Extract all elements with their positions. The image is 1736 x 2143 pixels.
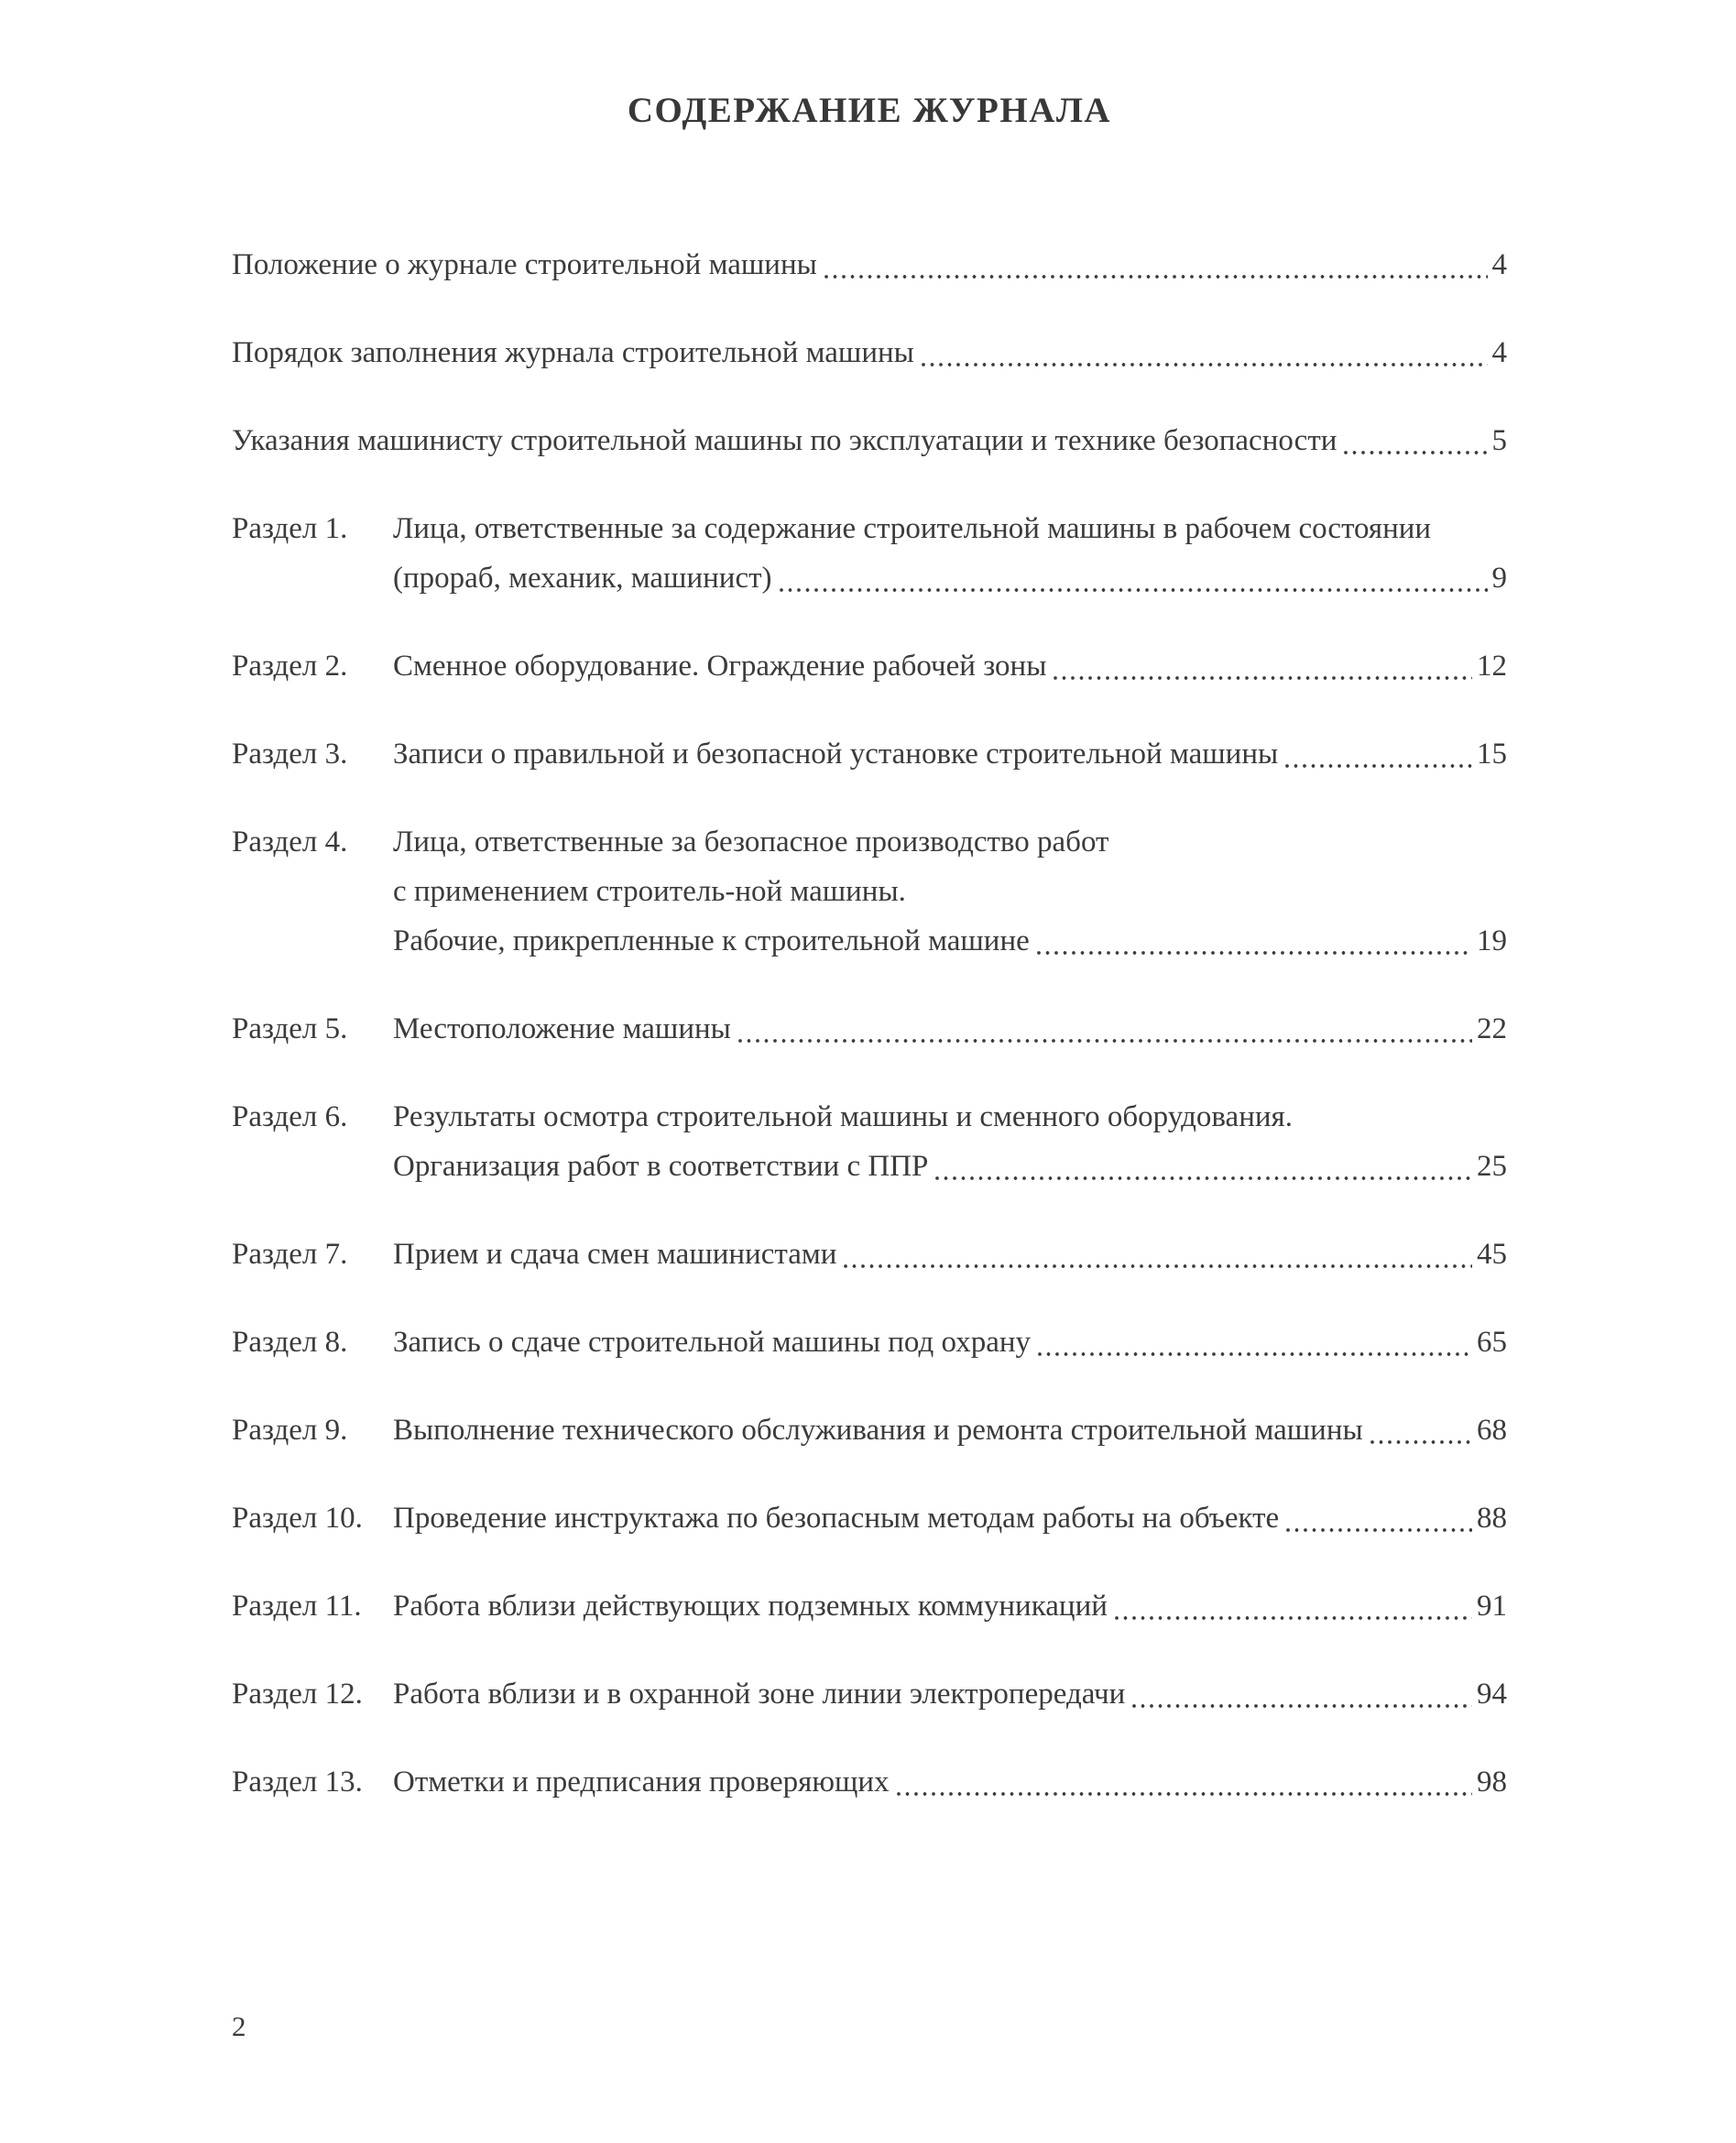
- toc-section-entry: [232, 1092, 1507, 1191]
- toc-entry-body: [393, 641, 1507, 691]
- toc-entry-text: Положение о журнале строительной машины: [232, 248, 817, 281]
- toc-entry-text: Работа вблизи и в охранной зоне линии электропередачи: [393, 1678, 1126, 1711]
- toc-entry-text: Лица, ответственные за безопасное производство работ: [393, 825, 1109, 858]
- toc-entry-line: [393, 916, 1507, 966]
- dot-leader: [1344, 416, 1489, 465]
- toc-entry-text: Рабочие, прикрепленные к строительной машине: [393, 924, 1030, 957]
- toc-entry-body: [393, 504, 1507, 603]
- toc-section-entry: [232, 729, 1507, 779]
- toc-entry-body: [393, 1092, 1507, 1191]
- toc-entry-line: [393, 1669, 1507, 1719]
- dot-leader: [1054, 641, 1474, 691]
- page-folio-number: 2: [232, 2010, 246, 2042]
- toc-entry-line: [232, 328, 1507, 377]
- dot-leader: [897, 1757, 1474, 1807]
- toc-entry-line: [393, 1142, 1507, 1191]
- toc-entry-text: Указания машинисту строительной машины по эксплуатации и технике безопасности: [232, 424, 1337, 457]
- toc-section-label: Раздел 3.: [232, 738, 348, 771]
- toc-entry-body: [393, 1581, 1507, 1631]
- toc-entry-line: [393, 1092, 1507, 1142]
- dot-leader: [738, 1004, 1474, 1054]
- toc-page-number: 91: [1477, 1590, 1507, 1623]
- toc-entry-body: [393, 1757, 1507, 1807]
- toc-section-entry: [232, 1318, 1507, 1367]
- toc-entry-line: [393, 867, 1507, 916]
- toc-page-number: 12: [1477, 650, 1507, 683]
- toc-entry-line: [393, 1581, 1507, 1631]
- toc-entry-text: Сменное оборудование. Ограждение рабочей зоны: [393, 650, 1047, 683]
- dot-leader: [1132, 1669, 1474, 1719]
- dot-leader: [922, 328, 1490, 377]
- toc-entry-body: [232, 416, 1507, 465]
- toc-page-number: 22: [1477, 1012, 1507, 1045]
- dot-leader: [844, 1230, 1474, 1279]
- toc-entry-text: Лица, ответственные за содержание строительной машины в рабочем состоянии: [393, 512, 1432, 545]
- toc-section-entry: [232, 1405, 1507, 1455]
- toc-front-entry: [232, 328, 1507, 377]
- toc-front-entry: [232, 240, 1507, 290]
- toc-entry-line: [393, 1004, 1507, 1054]
- toc-section-entry: [232, 1757, 1507, 1807]
- dot-leader: [1286, 1493, 1474, 1543]
- toc-section-label: Раздел 13.: [232, 1766, 363, 1799]
- toc-entry-body: [393, 1669, 1507, 1719]
- toc-entry-body: [393, 1493, 1507, 1543]
- toc-page-number: 98: [1477, 1766, 1507, 1799]
- toc-entry-body: [393, 1318, 1507, 1367]
- toc-section-label: Раздел 12.: [232, 1678, 363, 1711]
- toc-page-number: 65: [1477, 1326, 1507, 1359]
- toc-section-label: Раздел 4.: [232, 825, 348, 858]
- toc-entry-line: [393, 817, 1507, 867]
- dot-leader: [1115, 1581, 1474, 1631]
- toc-entry-body: [393, 729, 1507, 779]
- toc-entry-line: [393, 641, 1507, 691]
- toc-entry-body: [393, 817, 1507, 966]
- toc-section-label: Раздел 5.: [232, 1012, 348, 1045]
- dot-leader: [935, 1142, 1474, 1191]
- toc-page-number: 25: [1477, 1150, 1507, 1183]
- toc-entry-body: [393, 1004, 1507, 1054]
- toc-page-number: 68: [1477, 1414, 1507, 1447]
- toc-entry-text: Работа вблизи действующих подземных коммуникаций: [393, 1590, 1108, 1623]
- dot-leader: [1370, 1405, 1474, 1455]
- dot-leader: [1038, 1318, 1474, 1367]
- toc-page-number: 4: [1491, 336, 1507, 369]
- dot-leader: [1037, 916, 1474, 966]
- toc-entry-line: [393, 504, 1507, 553]
- toc-entry-body: [393, 1405, 1507, 1455]
- dot-leader: [824, 240, 1490, 290]
- toc-list: [232, 240, 1507, 1807]
- toc-section-entry: [232, 817, 1507, 966]
- toc-entry-text: Порядок заполнения журнала строительной машины: [232, 336, 914, 369]
- toc-entry-text: Запись о сдаче строительной машины под охрану: [393, 1326, 1031, 1359]
- toc-entry-text: Результаты осмотра строительной машины и сменного оборудования.: [393, 1100, 1293, 1133]
- toc-entry-line: [393, 553, 1507, 603]
- toc-entry-body: [232, 240, 1507, 290]
- toc-entry-text: Прием и сдача смен машинистами: [393, 1238, 837, 1271]
- toc-entry-line: [393, 1757, 1507, 1807]
- toc-entry-text: Проведение инструктажа по безопасным методам работы на объекте: [393, 1502, 1280, 1535]
- toc-section-entry: [232, 641, 1507, 691]
- toc-section-label: Раздел 7.: [232, 1238, 348, 1271]
- toc-page-number: 15: [1477, 738, 1507, 771]
- toc-page-number: 9: [1491, 562, 1507, 595]
- toc-section-label: Раздел 8.: [232, 1326, 348, 1359]
- toc-entry-text: Местоположение машины: [393, 1012, 731, 1045]
- toc-section-entry: [232, 1230, 1507, 1279]
- toc-entry-text: Записи о правильной и безопасной установке строительной машины: [393, 738, 1279, 771]
- toc-page-number: 88: [1477, 1502, 1507, 1535]
- dot-leader: [780, 553, 1490, 603]
- toc-entry-body: [232, 328, 1507, 377]
- toc-section-entry: [232, 1004, 1507, 1054]
- toc-section-label: Раздел 1.: [232, 512, 348, 545]
- toc-entry-line: [393, 729, 1507, 779]
- toc-entry-line: [393, 1405, 1507, 1455]
- toc-entry-text: (прораб, механик, машинист): [393, 562, 772, 595]
- toc-page-number: 45: [1477, 1238, 1507, 1271]
- toc-entry-line: [393, 1318, 1507, 1367]
- toc-section-entry: [232, 504, 1507, 603]
- toc-section-entry: [232, 1581, 1507, 1631]
- toc-section-label: Раздел 9.: [232, 1414, 348, 1447]
- dot-leader: [1285, 729, 1474, 779]
- toc-entry-text: Организация работ в соответствии с ППР: [393, 1150, 929, 1183]
- toc-page-number: 94: [1477, 1678, 1507, 1711]
- toc-section-label: Раздел 2.: [232, 650, 348, 683]
- toc-entry-text: Выполнение технического обслуживания и ремонта строительной машины: [393, 1414, 1363, 1447]
- toc-page-number: 19: [1477, 924, 1507, 957]
- toc-page-number: 4: [1491, 248, 1507, 281]
- toc-section-label: Раздел 6.: [232, 1100, 348, 1133]
- toc-section-entry: [232, 1669, 1507, 1719]
- toc-entry-body: [393, 1230, 1507, 1279]
- page-title: СОДЕРЖАНИЕ ЖУРНАЛА: [627, 91, 1112, 130]
- toc-entry-line: [393, 1230, 1507, 1279]
- toc-entry-line: [232, 240, 1507, 290]
- toc-entry-line: [393, 1493, 1507, 1543]
- toc-entry-text: Отметки и предписания проверяющих: [393, 1766, 890, 1799]
- toc-page-number: 5: [1491, 424, 1507, 457]
- toc-section-entry: [232, 1493, 1507, 1543]
- toc-section-label: Раздел 11.: [232, 1590, 362, 1623]
- toc-front-entry: [232, 416, 1507, 465]
- toc-entry-line: [232, 416, 1507, 465]
- toc-section-label: Раздел 10.: [232, 1502, 363, 1535]
- toc-entry-text: с применением строитель-ной машины.: [393, 875, 906, 908]
